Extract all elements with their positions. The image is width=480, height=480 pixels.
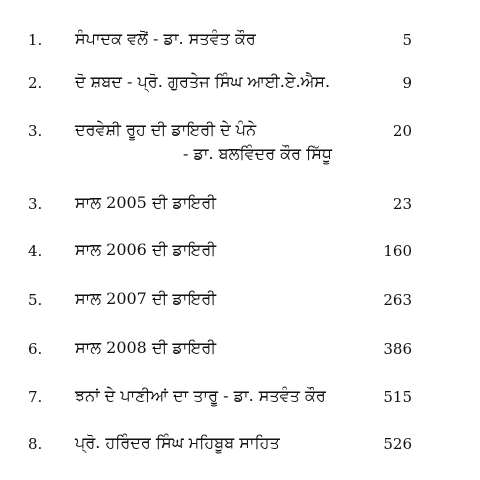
entry-number: 3. <box>28 122 43 140</box>
toc-entry-7 <box>0 336 480 376</box>
entry-number: 6. <box>28 340 43 358</box>
toc-entry-2 <box>0 70 480 110</box>
entry-page-number: 515 <box>383 388 412 406</box>
toc-entry-5 <box>0 238 480 278</box>
entry-title: ਦਰਵੇਸ਼ੀ ਰੂਹ ਦੀ ਡਾਇਰੀ ਦੇ ਪੰਨੇ <box>75 120 257 139</box>
entry-number: 8. <box>28 435 43 453</box>
entry-number: 4. <box>28 242 43 260</box>
toc-entry-6 <box>0 287 480 327</box>
entry-page-number: 9 <box>402 74 412 92</box>
entry-title: ਦੋ ਸ਼ਬਦ - ਪ੍ਰੋ. ਗੁਰਤੇਜ ਸਿੰਘ ਆਈ.ਏ.ਐਸ. <box>75 72 331 91</box>
entry-number: 5. <box>28 291 43 309</box>
entry-title: ਸੰਪਾਦਕ ਵਲੋਂ - ਡਾ. ਸਤਵੰਤ ਕੌਰ <box>75 29 256 48</box>
entry-page-number: 160 <box>383 242 412 260</box>
entry-title: ਝਨਾਂ ਦੇ ਪਾਣੀਆਂ ਦਾ ਤਾਰੂ - ਡਾ. ਸਤਵੰਤ ਕੌਰ <box>75 386 326 405</box>
entry-page-number: 263 <box>383 291 412 309</box>
entry-page-number: 526 <box>383 435 412 453</box>
entry-title: ਸਾਲ 2005 ਦੀ ਡਾਇਰੀ <box>75 193 217 212</box>
entry-number: 2. <box>28 74 43 92</box>
toc-entry-1 <box>0 24 480 64</box>
toc-entry-3 <box>0 118 480 168</box>
entry-title: ਸਾਲ 2008 ਦੀ ਡਾਇਰੀ <box>75 338 217 357</box>
entry-page-number: 20 <box>392 122 412 140</box>
entry-number: 3. <box>28 195 43 213</box>
entry-subtitle: - ਡਾ. ਬਲਵਿੰਦਰ ਕੌਰ ਸਿੱਧੂ <box>183 144 333 163</box>
entry-page-number: 386 <box>383 340 412 358</box>
entry-page-number: 23 <box>392 195 412 213</box>
entry-title: ਸਾਲ 2007 ਦੀ ਡਾਇਰੀ <box>75 289 217 308</box>
toc-entry-4 <box>0 191 480 231</box>
entry-number: 7. <box>28 388 43 406</box>
toc-entry-8 <box>0 384 480 424</box>
entry-page-number: 5 <box>402 31 412 49</box>
entry-title: ਪ੍ਰੋ. ਹਰਿੰਦਰ ਸਿੰਘ ਮਹਿਬੂਬ ਸਾਹਿਤ <box>75 433 280 452</box>
toc-entry-9 <box>0 431 480 471</box>
entry-title: ਸਾਲ 2006 ਦੀ ਡਾਇਰੀ <box>75 240 217 259</box>
entry-number: 1. <box>28 31 43 49</box>
